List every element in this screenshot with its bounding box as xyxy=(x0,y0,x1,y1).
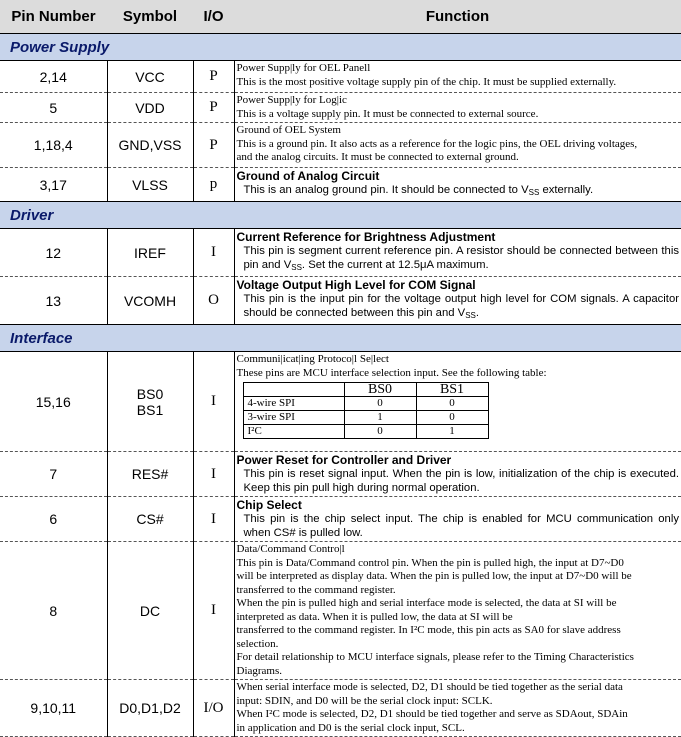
pin-io-type: I xyxy=(193,542,234,680)
function-body xyxy=(237,512,680,540)
pin-number: 15,16 xyxy=(0,352,107,452)
pin-number: 9,10,11 xyxy=(0,680,107,737)
function-text-line: will be interpreted as display data. When the pin is pulled low, the input at D7~D0 will be xyxy=(236,570,632,582)
pin-symbol-text: IREF xyxy=(134,244,166,261)
section-title: Interface xyxy=(0,325,681,352)
function-text-line: Data/Command Contro|l xyxy=(236,543,345,555)
function-title: Chip Select xyxy=(236,498,302,512)
function-body-text: This is an analog ground pin. It should be connected to V xyxy=(243,184,529,196)
bs-table-row xyxy=(243,425,488,439)
bs-table-row xyxy=(243,411,488,425)
function-body-text: This pin is segment current reference pin. A resistor should be connected between this pin and V xyxy=(243,245,679,271)
pin-function xyxy=(234,93,681,123)
bs-table-cell: 0 xyxy=(344,397,416,411)
bs-table-row xyxy=(243,397,488,411)
pin-symbol xyxy=(107,352,193,452)
function-body-text: externally. xyxy=(539,184,594,196)
function-text-line: interpreted as data. When it is pulled low, the data at SI will be xyxy=(236,610,513,623)
pin-number: 3,17 xyxy=(0,168,107,202)
function-body xyxy=(237,183,680,200)
function-body-text: This pin is reset signal input. When the pin is low, initialization of the chip is executed. Keep this pin pull high during normal operation. xyxy=(243,468,679,494)
bs-table-cell: 4-wire SPI xyxy=(243,397,344,411)
function-text-line: transferred to the command register. In I²C mode, this pin acts as SA0 for slave address xyxy=(236,624,621,636)
section-header-row xyxy=(0,202,681,229)
pin-row xyxy=(0,542,681,680)
pin-symbol xyxy=(107,168,193,202)
pin-symbol-text: VCOMH xyxy=(123,292,177,309)
pin-symbol-text: VDD xyxy=(135,99,165,116)
header-symbol: Symbol xyxy=(107,0,193,34)
pin-row xyxy=(0,123,681,168)
function-title: Ground of Analog Circuit xyxy=(236,169,380,183)
table-header-row xyxy=(0,0,681,34)
pin-symbol-text: D0,D1,D2 xyxy=(119,700,181,716)
function-text-line: Power Supp|ly for Log|ic xyxy=(236,94,347,106)
pin-function xyxy=(234,452,681,497)
function-body-text: This pin is the input pin for the voltage output high level for COM signals. A capacitor should be connected between this pin and V xyxy=(243,293,679,319)
pin-number: 12 xyxy=(0,229,107,277)
function-body-text: . xyxy=(475,307,480,319)
function-text-line: Ground of OEL System xyxy=(236,124,341,136)
pin-symbol xyxy=(107,93,193,123)
bs-table-cell: I²C xyxy=(243,425,344,439)
bs-table-header: BS1 xyxy=(416,383,488,397)
pin-row xyxy=(0,168,681,202)
pin-symbol xyxy=(107,123,193,168)
pin-io-type: I xyxy=(193,452,234,497)
function-text-line: transferred to the command register. xyxy=(236,583,396,596)
section-header-row xyxy=(0,34,681,61)
pin-number: 1,18,4 xyxy=(0,123,107,168)
function-text-line: This is a voltage supply pin. It must be connected to external source. xyxy=(236,107,539,120)
pin-row xyxy=(0,497,681,542)
function-text-line: in application and D0 is the serial clock input, SCL. xyxy=(236,721,465,734)
header-io: I/O xyxy=(193,0,234,34)
pin-number: 6 xyxy=(0,497,107,542)
bs-selection-table xyxy=(243,382,489,439)
bs-table-cell: 0 xyxy=(344,425,416,439)
pin-symbol xyxy=(107,61,193,93)
bs-table-cell: 0 xyxy=(416,411,488,425)
function-text-line: and the analog circuits. It must be connected to external ground. xyxy=(236,151,519,163)
pin-number: 7 xyxy=(0,452,107,497)
pin-row xyxy=(0,93,681,123)
bs-table-cell: 1 xyxy=(344,411,416,425)
pin-row xyxy=(0,277,681,325)
function-text-line: When serial interface mode is selected, D2, D1 should be tied together as the serial data xyxy=(236,681,623,693)
pin-function xyxy=(234,680,681,737)
pin-symbol-text: DC xyxy=(139,602,161,619)
table-body xyxy=(0,34,681,737)
pin-symbol xyxy=(107,542,193,680)
function-text-line: Power Supp|ly for OEL Panell xyxy=(236,62,371,74)
pin-symbol xyxy=(107,680,193,737)
function-body xyxy=(237,467,680,495)
section-title: Driver xyxy=(0,202,681,229)
pin-number: 13 xyxy=(0,277,107,325)
pin-number: 5 xyxy=(0,93,107,123)
function-body xyxy=(237,244,680,275)
pin-row xyxy=(0,229,681,277)
function-text-line: Diagrams. xyxy=(236,664,283,677)
pin-function xyxy=(234,497,681,542)
pin-symbol-text: GND,VSS xyxy=(118,137,182,153)
pin-symbol xyxy=(107,229,193,277)
function-body-subscript: SS xyxy=(291,263,302,272)
pin-symbol-text: VCC xyxy=(135,68,165,85)
function-text-line: input: SDIN, and D0 will be the serial clock input: SCLK. xyxy=(236,694,493,707)
pin-symbol-text: VLSS xyxy=(132,176,168,193)
pin-symbol xyxy=(107,277,193,325)
pin-symbol xyxy=(107,497,193,542)
pin-io-type: P xyxy=(193,61,234,93)
function-body-subscript: SS xyxy=(465,311,476,320)
bs-table-cell: 3-wire SPI xyxy=(243,411,344,425)
pin-function xyxy=(234,542,681,680)
pin-function xyxy=(234,123,681,168)
function-body-text: . Set the current at 12.5μA maximum. xyxy=(301,259,489,271)
bs-table-cell: 0 xyxy=(416,397,488,411)
pin-io-type: I xyxy=(193,352,234,452)
pin-row xyxy=(0,452,681,497)
pin-function xyxy=(234,352,681,452)
function-title: Voltage Output High Level for COM Signal xyxy=(236,278,476,292)
pin-io-type: P xyxy=(193,123,234,168)
pin-symbol-text: CS# xyxy=(136,511,164,527)
pin-io-type: I xyxy=(193,497,234,542)
pin-function xyxy=(234,277,681,325)
pin-symbol-text: BS1 xyxy=(136,401,164,418)
function-body-subscript: SS xyxy=(528,188,540,197)
pin-io-type: I xyxy=(193,229,234,277)
pin-symbol-text: BS0 xyxy=(136,385,164,402)
function-text-line: Communi|icat|ing Protoco|l Se|lect xyxy=(236,353,389,365)
function-text-line: These pins are MCU interface selection input. See the following table: xyxy=(236,366,547,379)
section-title: Power Supply xyxy=(0,34,681,61)
pin-number: 2,14 xyxy=(0,61,107,93)
function-text-line: This pin is Data/Command control pin. When the pin is pulled high, the input at D7~D0 xyxy=(236,556,624,569)
function-text-line: selection. xyxy=(236,637,279,650)
function-text-line: This is the most positive voltage supply pin of the chip. It must be supplied externally. xyxy=(236,75,617,88)
header-pin-number: Pin Number xyxy=(0,0,107,34)
bs-table-cell: 1 xyxy=(416,425,488,439)
bs-table-header xyxy=(243,383,344,397)
pin-io-type: p xyxy=(193,168,234,202)
function-text-line: For detail relationship to MCU interface signals, please refer to the Timing Characteristics xyxy=(236,651,634,663)
pin-row xyxy=(0,61,681,93)
pin-symbol xyxy=(107,452,193,497)
pin-io-type: I/O xyxy=(193,680,234,737)
section-header-row xyxy=(0,325,681,352)
pin-function xyxy=(234,229,681,277)
function-text-line: When the pin is pulled high and serial interface mode is selected, the data at SI will be xyxy=(236,597,617,609)
pin-row xyxy=(0,680,681,737)
pin-row xyxy=(0,352,681,452)
pin-function xyxy=(234,168,681,202)
pin-function xyxy=(234,61,681,93)
function-title: Power Reset for Controller and Driver xyxy=(236,453,452,467)
bs-table-header-row xyxy=(243,383,488,397)
function-body xyxy=(237,292,680,323)
pin-symbol-text: RES# xyxy=(131,466,169,482)
function-text-line: This is a ground pin. It also acts as a reference for the logic pins, the OEL driving voltages, xyxy=(236,137,638,150)
function-body-text: This pin is the chip select input. The chip is enabled for MCU communication only when CS# is pulled low. xyxy=(243,513,679,539)
function-text-line: When I²C mode is selected, D2, D1 should be tied together and serve as SDAout, SDAin xyxy=(236,708,628,720)
bs-table-header: BS0 xyxy=(344,383,416,397)
header-function: Function xyxy=(234,0,681,34)
pin-number: 8 xyxy=(0,542,107,680)
pin-io-type: P xyxy=(193,93,234,123)
function-title: Current Reference for Brightness Adjustment xyxy=(236,230,496,244)
pin-io-type: O xyxy=(193,277,234,325)
